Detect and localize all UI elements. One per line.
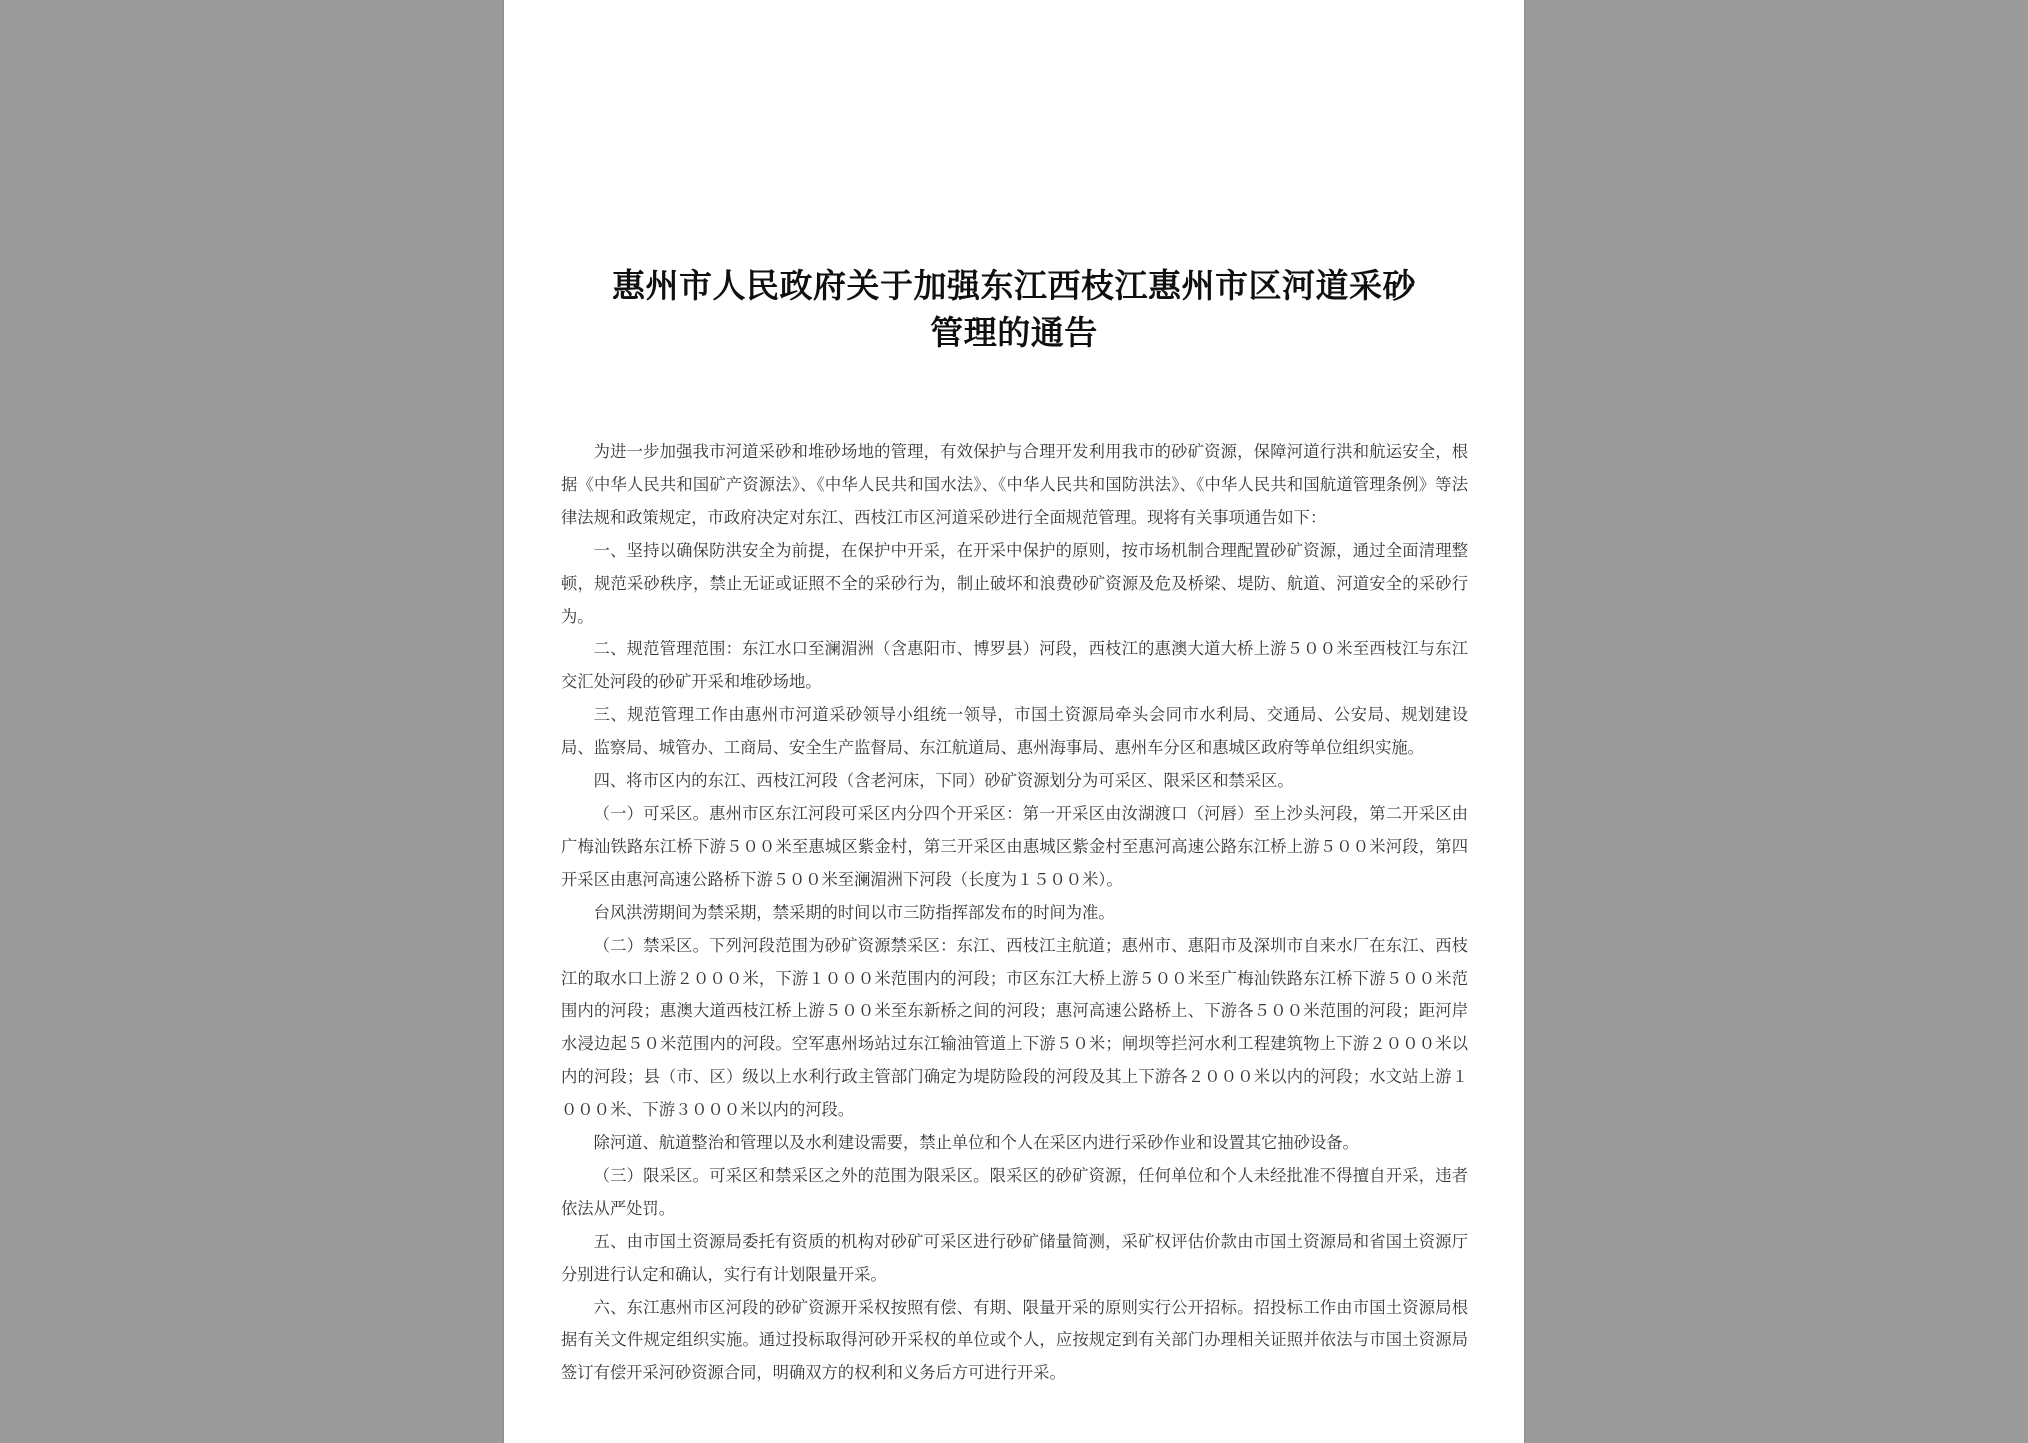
document-page <box>504 0 1524 1443</box>
paragraph-1: 一、坚持以确保防洪安全为前提，在保护中开采，在开采中保护的原则，按市场机制合理配置砂矿资源，通过全面清理整顿，规范采砂秩序，禁止无证或证照不全的采砂行为，制止破坏和浪费砂矿资源及危及桥梁、堤防、航道、河道安全的采砂行为。 <box>561 540 1468 626</box>
paragraph-3: 三、规范管理工作由惠州市河道采砂领导小组统一领导，市国土资源局牵头会同市水利局、交通局、公安局、规划建设局、监察局、城管办、工商局、安全生产监督局、东江航道局、惠州海事局、惠州车分区和惠城区政府等单位组织实施。 <box>561 705 1468 758</box>
intro-paragraph: 为进一步加强我市河道采砂和堆砂场地的管理，有效保护与合理开发利用我市的砂矿资源，保障河道行洪和航运安全，根据《中华人民共和国矿产资源法》、《中华人民共和国水法》、《中华人民共和国防洪法》、《中华人民共和国航道管理条例》等法律法规和政策规定，市政府决定对东江、西枝江市区河道采砂进行全面规范管理。现将有关事项通告如下： <box>561 442 1468 527</box>
paragraph-6: 六、东江惠州市区河段的砂矿资源开采权按照有偿、有期、限量开采的原则实行公开招标。招投标工作由市国土资源局根据有关文件规定组织实施。通过投标取得河砂开采权的单位或个人，应按规定到有关部门办理相关证照并依法与市国土资源局签订有偿开采河砂资源合同，明确双方的权利和义务后方可进行开采。 <box>561 1297 1468 1383</box>
paragraph-4-1: （一）可采区。惠州市区东江河段可采区内分四个开采区：第一开采区由汝湖渡口（河唇）至上沙头河段，第二开采区由广梅汕铁路东江桥下游５００米至惠城区紫金村，第三开采区由惠城区紫金村至惠河高速公路东江桥上游５００米河段，第四开采区由惠河高速公路桥下游５００米至澜湄洲下河段（长度为１５００米）。 <box>561 803 1468 889</box>
paragraph-4-3: （三）限采区。可采区和禁采区之外的范围为限采区。限采区的砂矿资源，任何单位和个人未经批准不得擅自开采，违者依法从严处罚。 <box>561 1165 1468 1218</box>
title-line-1: 惠州市人民政府关于加强东江西枝江惠州市区河道采砂 <box>612 266 1416 305</box>
paragraph-4-1-note: 台风洪涝期间为禁采期，禁采期的时间以市三防指挥部发布的时间为准。 <box>593 902 1115 922</box>
paragraph-2: 二、规范管理范围：东江水口至澜湄洲（含惠阳市、博罗县）河段，西枝江的惠澳大道大桥上游５００米至西枝江与东江交汇处河段的砂矿开采和堆砂场地。 <box>561 639 1468 692</box>
paragraph-4-2-note: 除河道、航道整治和管理以及水利建设需要，禁止单位和个人在采区内进行采砂作业和设置其它抽砂设备。 <box>593 1133 1359 1153</box>
paragraph-5: 五、由市国土资源局委托有资质的机构对砂矿可采区进行砂矿储量简测，采矿权评估价款由市国土资源局和省国土资源厅分别进行认定和确认，实行有计划限量开采。 <box>561 1231 1468 1284</box>
paragraph-4: 四、将市区内的东江、西枝江河段（含老河床，下同）砂矿资源划分为可采区、限采区和禁采区。 <box>593 771 1294 791</box>
paragraph-4-2: （二）禁采区。下列河段范围为砂矿资源禁采区：东江、西枝江主航道；惠州市、惠阳市及深圳市自来水厂在东江、西枝江的取水口上游２０００米，下游１０００米范围内的河段；市区东江大桥上游５００米至广梅汕铁路东江桥下游５００米范围内的河段；惠澳大道西枝江桥上游５００米至东新桥之间的河段；惠河高速公路桥上、下游各５００米范围的河段；距河岸水浸边起５０米范围内的河段。空军惠州场站过东江输油管道上下游５０米；闸坝等拦河水利工程建筑物上下游２０００米以内的河段；县（市、区）级以上水利行政主管部门确定为堤防险段的河段及其上下游各２０００米以内的河段；水文站上游１０００米、下游３０００米以内的河段。 <box>561 935 1468 1120</box>
document-title <box>544 262 1484 356</box>
title-line-2: 管理的通告 <box>930 313 1098 352</box>
document-body <box>561 436 1468 1390</box>
